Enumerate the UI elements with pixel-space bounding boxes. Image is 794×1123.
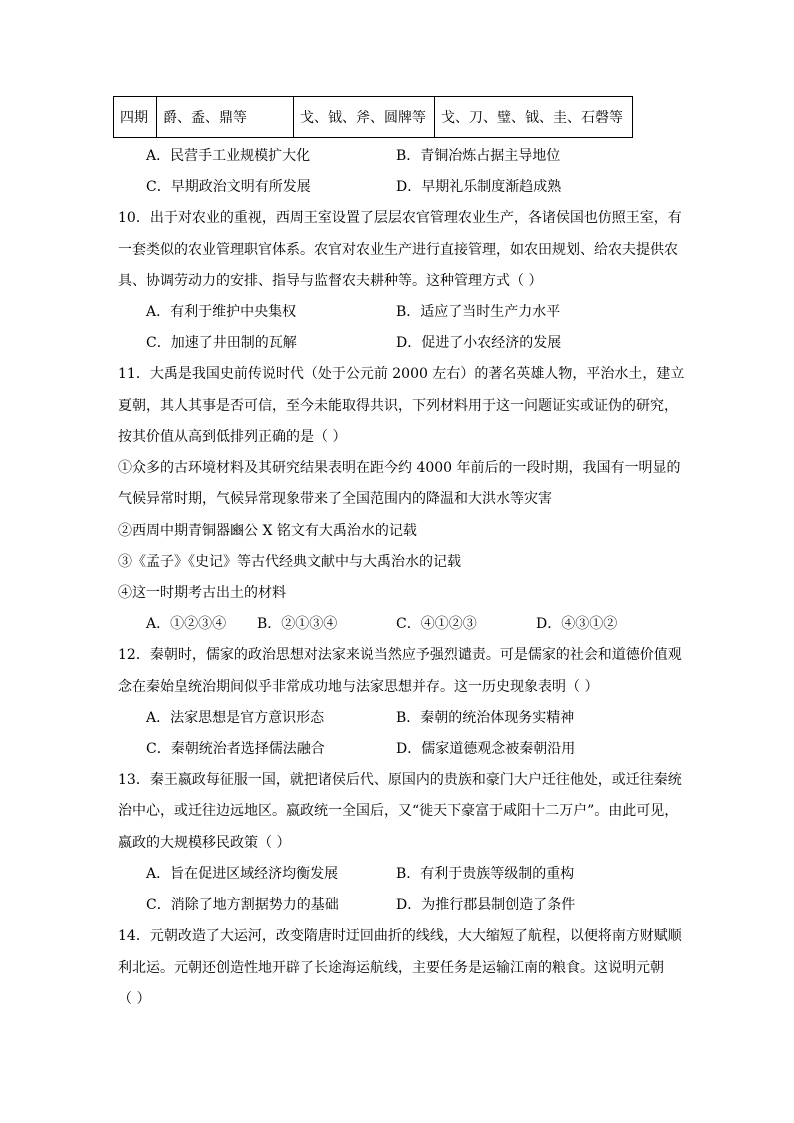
q13-option-a[interactable]: A．旨在促进区域经济均衡发展: [146, 866, 339, 882]
q10-option-d[interactable]: D．促进了小农经济的发展: [396, 335, 562, 351]
artifact-table: [113, 96, 633, 138]
q10-option-c[interactable]: C．加速了井田制的瓦解: [146, 335, 297, 351]
q12-option-d[interactable]: D．儒家道德观念被秦朝沿用: [396, 741, 576, 757]
q14-stem-line: （ ）: [118, 991, 151, 1007]
table-cell: 爵、盉、鼎等: [157, 97, 294, 138]
q11-material-line: ①众多的古环境材料及其研究结果表明在距今约 4000 年前后的一段时期，我国有一明显的: [118, 460, 681, 476]
table-cell: 戈、钺、斧、圆牌等: [294, 97, 435, 138]
q12-option-a[interactable]: A．法家思想是官方意识形态: [146, 710, 325, 726]
q11-material-line: ③《孟子》《史记》等古代经典文献中与大禹治水的记载: [118, 554, 461, 570]
q11-material-line: ④这一时期考古出土的材料: [118, 585, 286, 601]
q11-option-b[interactable]: B．②①③④: [257, 616, 338, 632]
q13-stem-line: 治中心，或迁往边远地区。嬴政统一全国后，又“徙天下豪富于咸阳十二万户”。由此可见，: [118, 803, 679, 819]
q12-stem-line: 12．秦朝时，儒家的政治思想对法家来说当然应予强烈谴责。可是儒家的社会和道德价值观: [118, 647, 682, 663]
q13-stem-line: 嬴政的大规模移民政策（ ）: [118, 835, 291, 851]
q11-option-d[interactable]: D．④③①②: [536, 616, 618, 632]
q9-option-d[interactable]: D．早期礼乐制度渐趋成熟: [396, 179, 562, 195]
q9-option-a[interactable]: A．民营手工业规模扩大化: [146, 148, 311, 164]
q14-stem-line: 14．元朝改造了大运河，改变隋唐时迂回曲折的线线，大大缩短了航程，以便将南方财赋顺: [118, 928, 682, 944]
q11-material-line: 气候异常时期，气候异常现象带来了全国范围内的降温和大洪水等灾害: [118, 491, 552, 507]
q13-stem-line: 13．秦王嬴政每征服一国，就把诸侯后代、原国内的贵族和豪门大户迁往他处，或迁往秦统: [118, 772, 682, 788]
q13-option-d[interactable]: D．为推行郡县制创造了条件: [396, 897, 576, 913]
q10-stem-line: 具、协调劳动力的安排、指导与监督农夫耕种等。这种管理方式（ ）: [118, 273, 543, 289]
table-cell: 戈、刀、璧、钺、圭、石磬等: [435, 97, 633, 138]
q13-option-c[interactable]: C．消除了地方割据势力的基础: [146, 897, 339, 913]
q12-option-b[interactable]: B．秦朝的统治体现务实精神: [396, 710, 575, 726]
q9-option-c[interactable]: C．早期政治文明有所发展: [146, 179, 311, 195]
q11-stem-line: 夏朝，其人其事是否可信，至今未能取得共识，下列材料用于这一问题证实或证伪的研究，: [118, 398, 678, 414]
q12-stem-line: 念在秦始皇统治期间似乎非常成功地与法家思想并存。这一历史现象表明（ ）: [118, 679, 599, 695]
q13-option-b[interactable]: B．有利于贵族等级制的重构: [396, 866, 575, 882]
q11-stem-line: 11．大禹是我国史前传说时代（处于公元前 2000 左右）的著名英雄人物，平治水土，建立: [118, 366, 685, 382]
q10-stem-line: 一套类似的农业管理职官体系。农官对农业生产进行直接管理，如农田规划、给农夫提供农: [118, 242, 678, 258]
q11-option-c[interactable]: C．④①②③: [396, 616, 477, 632]
q11-stem-line: 按其价值从高到低排列正确的是（ ）: [118, 429, 347, 445]
q9-option-b[interactable]: B．青铜冶炼占据主导地位: [396, 148, 561, 164]
q10-stem-line: 10．出于对农业的重视，西周王室设置了层层农官管理农业生产，各诸侯国也仿照王室，有: [118, 210, 682, 226]
q10-option-b[interactable]: B．适应了当时生产力水平: [396, 304, 561, 320]
table-row: [114, 97, 633, 138]
q11-material-line: ②西周中期青铜器豳公 X 铭文有大禹治水的记载: [118, 523, 417, 539]
q14-stem-line: 利北运。元朝还创造性地开辟了长途海运航线，主要任务是运输江南的粮食。这说明元朝: [118, 960, 664, 976]
q10-option-a[interactable]: A．有利于维护中央集权: [146, 304, 297, 320]
table-cell: 四期: [114, 97, 157, 138]
q11-option-a[interactable]: A．①②③④: [146, 616, 227, 632]
q12-option-c[interactable]: C．秦朝统治者选择儒法融合: [146, 741, 325, 757]
